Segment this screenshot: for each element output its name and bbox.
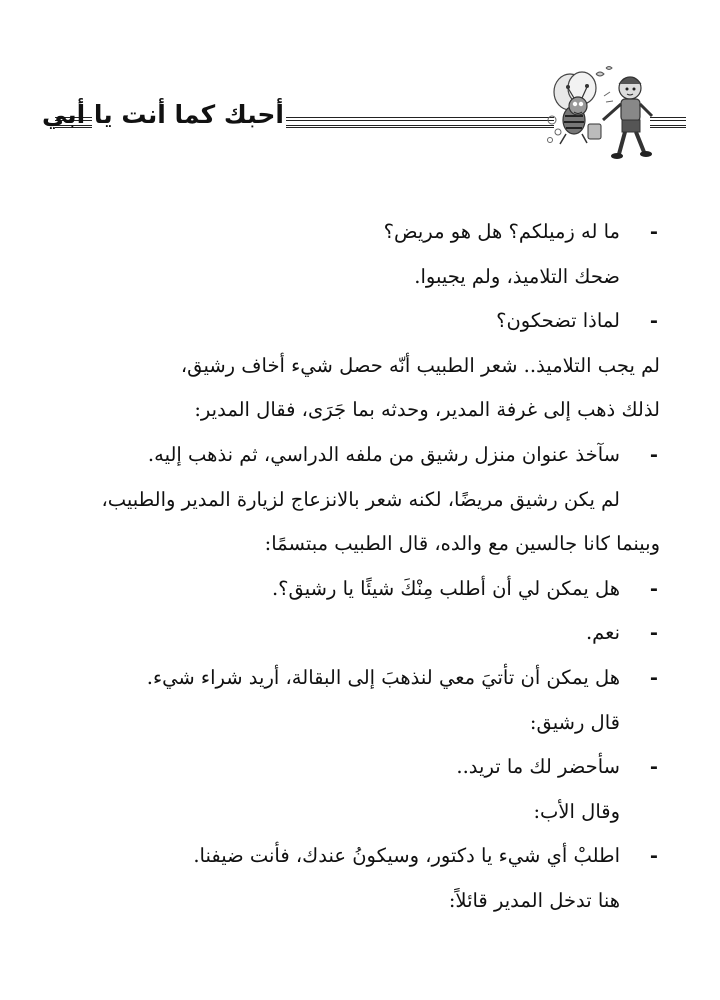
dialogue-line	[60, 210, 660, 255]
dash-bullet: -	[649, 309, 658, 333]
dash-bullet: -	[649, 755, 658, 779]
text-line	[60, 255, 660, 300]
header-rule-middle	[286, 117, 554, 128]
dash-bullet: -	[649, 844, 658, 868]
line-text: وقال الأب:	[533, 799, 620, 823]
dialogue-line	[60, 567, 660, 612]
line-text: لماذا تضحكون؟	[496, 309, 620, 333]
dialogue-line	[60, 299, 660, 344]
dash-bullet: -	[649, 576, 658, 600]
dialogue-line	[60, 834, 660, 879]
line-text: اطلبْ أي شيء يا دكتور، وسيكونُ عندك، فأنت ضيفنا.	[193, 844, 620, 868]
chapter-header	[40, 62, 672, 172]
line-text: قال رشيق:	[529, 710, 620, 734]
text-line	[60, 522, 660, 567]
dialogue-line	[60, 656, 660, 701]
text-line	[60, 790, 660, 835]
dialogue-line	[60, 433, 660, 478]
line-text: هنا تدخل المدير قائلاً:	[448, 888, 620, 912]
line-text: لم يجب التلاميذ.. شعر الطبيب أنّه حصل شيء أخاف رشيق،	[180, 353, 660, 377]
dialogue-line	[60, 611, 660, 656]
line-text: لم يكن رشيق مريضًا، لكنه شعر بالانزعاج لزيارة المدير والطبيب،	[101, 487, 620, 511]
text-line	[60, 344, 660, 389]
line-text: ضحك التلاميذ، ولم يجيبوا.	[414, 264, 620, 288]
dialogue-line	[60, 745, 660, 790]
story-text	[60, 210, 660, 924]
line-text: وبينما كانا جالسين مع والده، قال الطبيب مبتسمًا:	[264, 532, 660, 556]
bee-and-boy-illustration	[544, 62, 656, 167]
header-rule-right	[650, 117, 686, 128]
line-text: لذلك ذهب إلى غرفة المدير، وحدثه بما جَرَى، فقال المدير:	[194, 398, 660, 422]
text-line	[60, 879, 660, 924]
dash-bullet: -	[649, 665, 658, 689]
text-line	[60, 701, 660, 746]
line-text: هل يمكن لي أن أطلب مِنْكَ شيئًا يا رشيق؟.	[271, 576, 620, 600]
chapter-title: أحبك كما أنت يا أبي	[41, 100, 284, 129]
dash-bullet: -	[649, 442, 658, 466]
line-text: هل يمكن أن تأتيَ معي لنذهبَ إلى البقالة، أريد شراء شيء.	[146, 665, 620, 689]
line-text: نعم.	[585, 621, 620, 645]
line-text: ما له زميلكم؟ هل هو مريض؟	[383, 220, 620, 243]
dash-bullet: -	[649, 621, 658, 645]
dash-bullet: -	[649, 220, 658, 243]
text-line	[60, 388, 660, 433]
line-text: سآخذ عنوان منزل رشيق من ملفه الدراسي، ثم نذهب إليه.	[147, 442, 620, 466]
text-line	[60, 478, 660, 523]
line-text: سأحضر لك ما تريد..	[456, 755, 620, 779]
